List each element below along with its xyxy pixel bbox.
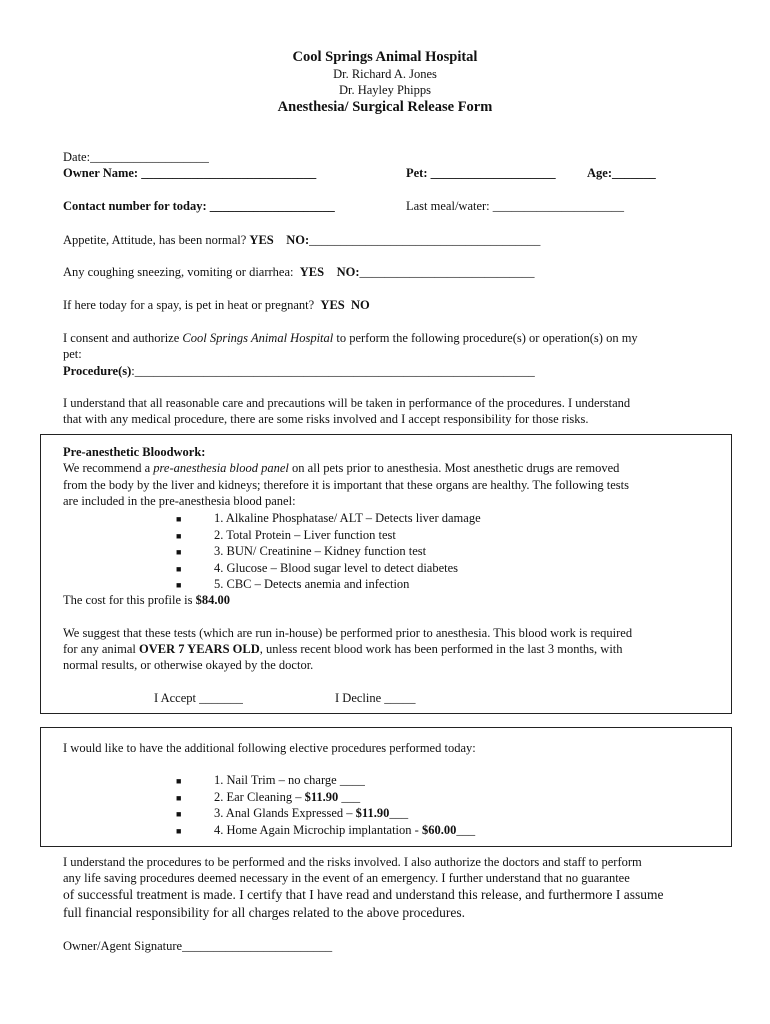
bullet-icon: ■ bbox=[176, 776, 182, 786]
no-option[interactable]: NO: bbox=[286, 233, 310, 247]
last-meal-field[interactable]: Last meal/water: _____________________ bbox=[406, 199, 625, 213]
contact-field[interactable]: Contact number for today: ____________________ bbox=[63, 199, 335, 213]
bloodwork-suggestion: normal results, or otherwise okayed by the doctor. bbox=[63, 658, 314, 672]
bloodwork-title: Pre-anesthetic Bloodwork: bbox=[63, 445, 206, 459]
bloodwork-text: on all pets prior to anesthesia. Most anesthetic drugs are removed bbox=[288, 461, 620, 475]
closing-text: I understand the procedures to be performed and the risks involved. I also authorize the doctors and staff to perform bbox=[63, 855, 642, 869]
coughing-question bbox=[63, 265, 535, 280]
closing-text: full financial responsibility for all charges related to the above procedures. bbox=[63, 905, 465, 920]
bullet-icon: ■ bbox=[176, 825, 182, 836]
list-item[interactable] bbox=[176, 789, 475, 806]
question-text: Any coughing sneezing, vomiting or diarrhea: bbox=[63, 265, 294, 279]
date-field[interactable]: Date:___________________ bbox=[63, 150, 209, 164]
answer-line[interactable]: ____________________________ bbox=[359, 265, 535, 279]
accept-field[interactable]: I Accept _______ bbox=[154, 691, 243, 705]
price: $11.90 bbox=[355, 806, 390, 820]
bloodwork-text bbox=[63, 461, 619, 476]
list-item bbox=[176, 576, 481, 593]
procedures-field[interactable] bbox=[63, 364, 535, 379]
appetite-question bbox=[63, 233, 540, 248]
yes-option[interactable]: YES bbox=[320, 298, 345, 312]
pet-field[interactable]: Pet: ____________________ bbox=[406, 166, 556, 180]
list-item[interactable] bbox=[176, 822, 475, 839]
hospital-name-italic: Cool Springs Animal Hospital bbox=[182, 331, 334, 345]
age-field[interactable]: Age:_______ bbox=[587, 166, 656, 180]
question-text: Appetite, Attitude, has been normal? bbox=[63, 233, 247, 247]
list-item-label: 5. CBC – Detects anemia and infection bbox=[214, 577, 410, 591]
bloodwork-text: are included in the pre-anesthesia blood panel: bbox=[63, 494, 296, 508]
bullet-icon: ■ bbox=[176, 530, 182, 541]
bloodwork-suggestion bbox=[63, 642, 623, 657]
price: $11.90 bbox=[304, 789, 339, 804]
bullet-icon: ■ bbox=[176, 580, 182, 590]
list-item-label: 1. Nail Trim – no charge bbox=[214, 773, 340, 787]
list-item bbox=[176, 543, 481, 560]
signature-field[interactable]: Owner/Agent Signature________________________ bbox=[63, 939, 333, 953]
list-item[interactable] bbox=[176, 772, 475, 789]
risks-text: I understand that all reasonable care and precautions will be taken in performance of the procedures. I understand bbox=[63, 396, 631, 410]
consent-text: to perform the following procedure(s) or operation(s) on my bbox=[333, 331, 638, 345]
bullet-icon: ■ bbox=[176, 792, 182, 803]
bullet-icon: ■ bbox=[176, 563, 182, 574]
consent-text: I consent and authorize bbox=[63, 331, 183, 345]
list-item-label: 2. Total Protein – Liver function test bbox=[214, 527, 396, 542]
choice-line[interactable]: ___ bbox=[456, 822, 476, 837]
no-option[interactable]: NO bbox=[351, 298, 370, 312]
decline-field[interactable]: I Decline _____ bbox=[335, 691, 416, 705]
bloodwork-text: from the body by the liver and kidneys; therefore it is important that these organs are healthy. The following tests bbox=[63, 478, 629, 492]
list-item bbox=[176, 510, 481, 527]
list-item-label: 4. Home Again Microchip implantation - bbox=[214, 822, 422, 837]
list-item-label: 3. BUN/ Creatinine – Kidney function test bbox=[214, 544, 427, 558]
list-item bbox=[176, 560, 481, 577]
doctor-name: Dr. Richard A. Jones bbox=[333, 67, 437, 81]
price: $60.00 bbox=[421, 822, 457, 837]
no-option[interactable]: NO: bbox=[336, 265, 360, 279]
bloodwork-text: We recommend a bbox=[63, 461, 154, 475]
spay-question bbox=[63, 298, 370, 313]
list-item-label: 3. Anal Glands Expressed – bbox=[214, 806, 356, 820]
closing-text: of successful treatment is made. I certify that I have read and understand this release, and furthermore I assume bbox=[63, 887, 664, 902]
cost-value: $84.00 bbox=[195, 593, 230, 607]
choice-line[interactable]: ___ bbox=[389, 806, 409, 820]
list-item-label: 1. Alkaline Phosphatase/ ALT – Detects liver damage bbox=[214, 511, 481, 525]
age-requirement: OVER 7 YEARS OLD bbox=[139, 642, 260, 656]
list-item bbox=[176, 527, 481, 544]
choice-line[interactable]: ___ bbox=[338, 789, 361, 804]
yes-option[interactable]: YES bbox=[299, 265, 325, 279]
question-text: If here today for a spay, is pet in heat or pregnant? bbox=[63, 298, 315, 312]
closing-text: any life saving procedures deemed necessary in the event of an emergency. I further understand that no guarantee bbox=[63, 871, 630, 885]
bloodwork-suggestion: We suggest that these tests (which are run in-house) be performed prior to anesthesia. This blood work is required bbox=[63, 626, 633, 640]
list-item-label: 2. Ear Cleaning – bbox=[214, 789, 305, 804]
list-item-label: 4. Glucose – Blood sugar level to detect diabetes bbox=[214, 560, 459, 575]
doctor-name: Dr. Hayley Phipps bbox=[338, 83, 431, 97]
bullet-icon: ■ bbox=[176, 547, 182, 557]
procedures-label: Procedure(s) bbox=[63, 364, 132, 378]
blood-test-list bbox=[176, 510, 481, 593]
yes-option[interactable]: YES bbox=[249, 233, 274, 247]
bloodwork-text: , unless recent blood work has been performed in the last 3 months, with bbox=[259, 642, 623, 656]
consent-line bbox=[63, 331, 638, 346]
hospital-name: Cool Springs Animal Hospital bbox=[292, 49, 478, 65]
risks-text: that with any medical procedure, there are some risks involved and I accept responsibility for those risks. bbox=[63, 412, 589, 426]
bloodwork-text: for any animal bbox=[63, 642, 140, 656]
choice-line[interactable]: ____ bbox=[339, 773, 365, 787]
bullet-icon: ■ bbox=[176, 514, 182, 524]
elective-intro: I would like to have the additional following elective procedures performed today: bbox=[63, 741, 476, 755]
list-item[interactable] bbox=[176, 805, 475, 822]
blood-panel-italic: pre-anesthesia blood panel bbox=[153, 461, 289, 475]
answer-line[interactable]: _____________________________________ bbox=[309, 233, 541, 247]
elective-list bbox=[176, 772, 475, 838]
bullet-icon: ■ bbox=[176, 809, 182, 819]
cost-label: The cost for this profile is bbox=[63, 593, 196, 607]
owner-name-field[interactable]: Owner Name: ____________________________ bbox=[63, 166, 317, 180]
form-title: Anesthesia/ Surgical Release Form bbox=[277, 99, 493, 115]
cost-line bbox=[63, 593, 230, 608]
consent-pet: pet: bbox=[63, 347, 82, 361]
procedures-line[interactable]: :________________________________________________________________ bbox=[131, 364, 535, 378]
